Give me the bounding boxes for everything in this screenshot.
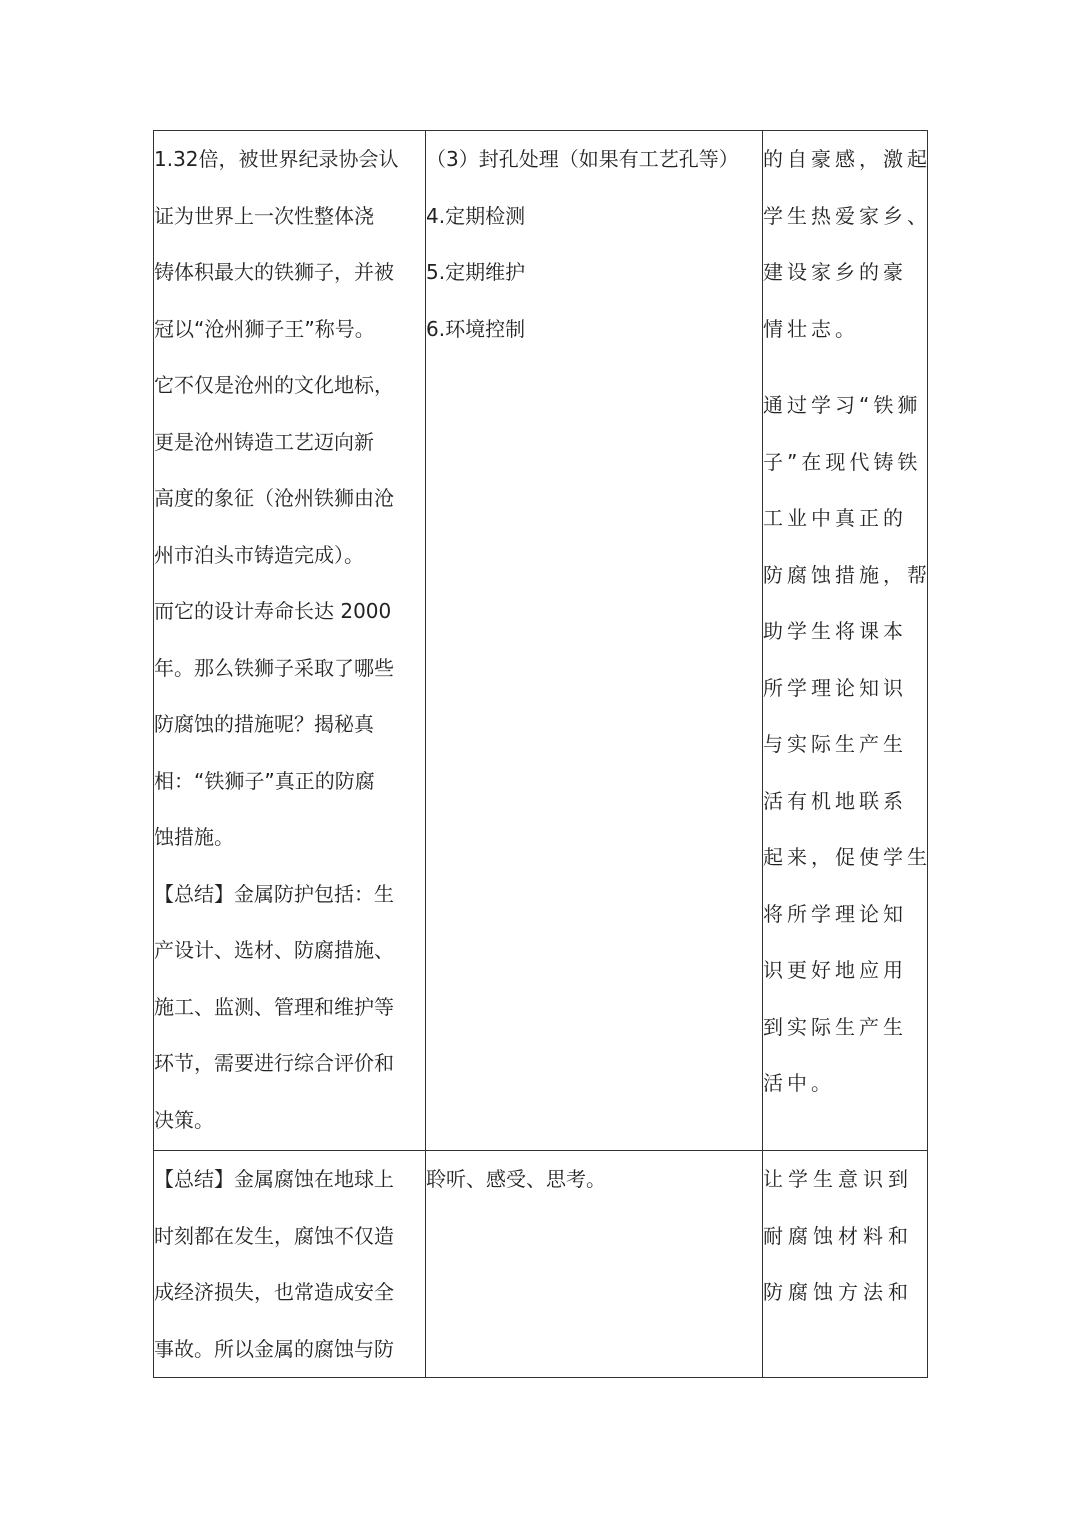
- text-line: 【总结】金属防护包括：生: [154, 881, 394, 906]
- text-line: 证为世界上一次性整体浇: [154, 203, 374, 228]
- text-line: 识更好地应用: [763, 958, 907, 982]
- text-line: 将所学理论知: [763, 901, 907, 926]
- text-line: 4.定期检测: [426, 203, 526, 228]
- text-line: 防腐蚀措施，帮: [763, 562, 931, 587]
- text-line: 年。那么铁狮子采取了哪些: [154, 655, 394, 680]
- text-line: 事故。所以金属的腐蚀与防: [154, 1336, 394, 1361]
- text-line: 聆听、感受、思考。: [426, 1167, 606, 1191]
- lesson-plan-table: [153, 130, 931, 1378]
- text-line: 让学生意识到: [763, 1167, 913, 1191]
- paragraph-gap: [763, 357, 927, 377]
- text-line: 建设家乡的豪: [763, 260, 907, 284]
- text-line: 起来，促使学生: [763, 845, 931, 869]
- text-line: 的自豪感，激起: [763, 147, 931, 171]
- text-line: 产设计、选材、防腐措施、: [154, 938, 394, 962]
- design-intent-cell: [763, 131, 931, 1151]
- text-line: 活中。: [763, 1071, 835, 1095]
- text-line: 到实际生产生: [763, 1014, 907, 1039]
- text-line: 所学理论知识: [763, 675, 907, 700]
- text-line: 相：“铁狮子”真正的防腐: [154, 768, 375, 793]
- text-line: 铸体积最大的铁狮子，并被: [154, 260, 394, 284]
- text-line: 决策。: [154, 1107, 214, 1132]
- text-line: 更是沧州铸造工艺迈向新: [154, 429, 374, 454]
- student-activity-cell: [426, 131, 763, 1151]
- text-line: 州市泊头市铸造完成）。: [154, 542, 364, 567]
- text-line: 高度的象征（沧州铁狮由沧: [154, 486, 394, 510]
- text-line: 施工、监测、管理和维护等: [154, 994, 394, 1019]
- text-line: 活有机地联系: [763, 788, 907, 813]
- text-line: 蚀措施。: [154, 825, 234, 849]
- text-line: 与实际生产生: [763, 732, 907, 756]
- text-line: 助学生将课本: [763, 619, 907, 643]
- text-line: 6.环境控制: [426, 316, 526, 341]
- student-activity-cell: [426, 1151, 763, 1378]
- text-line: 1.32倍，被世界纪录协会认: [154, 147, 399, 171]
- text-line: 情壮志。: [763, 316, 859, 341]
- table-row: [154, 1151, 928, 1378]
- table-row: [154, 131, 928, 1151]
- text-line: 防腐蚀的措施呢？揭秘真: [154, 712, 374, 736]
- teacher-activity-cell: [154, 1151, 426, 1378]
- text-line: 时刻都在发生，腐蚀不仅造: [154, 1223, 394, 1248]
- text-line: 耐腐蚀材料和: [763, 1223, 913, 1248]
- text-line: 冠以“沧州狮子王”称号。: [154, 316, 375, 341]
- text-line: 5.定期维护: [426, 260, 526, 284]
- text-line: 【总结】金属腐蚀在地球上: [154, 1167, 394, 1191]
- text-line: 它不仅是沧州的文化地标，: [154, 373, 394, 397]
- text-line: （3）封孔处理（如果有工艺孔等）: [426, 147, 739, 171]
- text-line: 学生热爱家乡、: [763, 203, 931, 228]
- text-line: 工业中真正的: [763, 506, 907, 530]
- text-line: 而它的设计寿命长达 2000: [154, 599, 392, 623]
- text-line: 成经济损失，也常造成安全: [154, 1280, 394, 1304]
- teacher-activity-cell: [154, 131, 426, 1151]
- text-line: 子”在现代铸铁: [763, 449, 922, 474]
- text-line: 环节，需要进行综合评价和: [154, 1051, 394, 1075]
- text-line: 防腐蚀方法和: [763, 1280, 913, 1304]
- text-line: 通过学习“铁狮: [763, 393, 922, 417]
- design-intent-cell: [763, 1151, 928, 1378]
